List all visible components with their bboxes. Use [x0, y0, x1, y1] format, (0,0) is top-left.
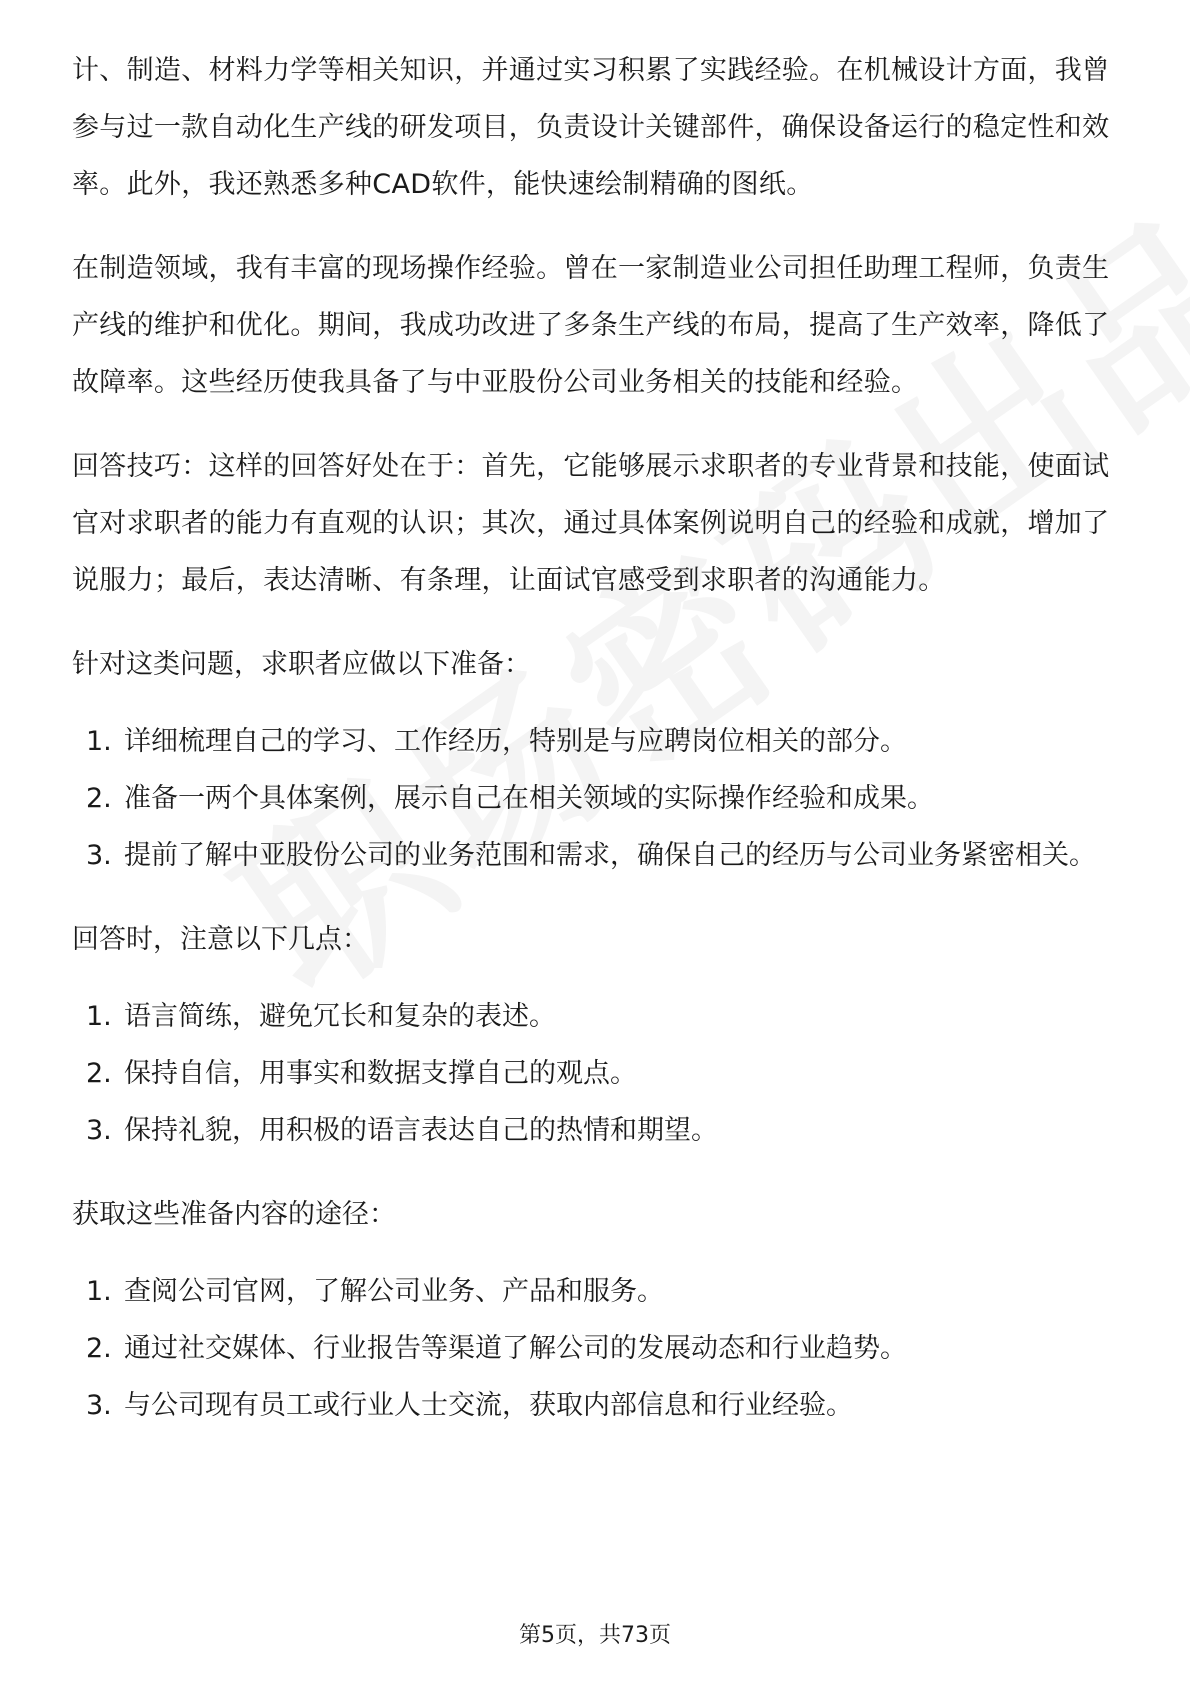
- list-text: 提前了解中亚股份公司的业务范围和需求，确保自己的经历与公司业务紧密相关。: [124, 840, 1096, 871]
- list-item: [72, 1320, 1118, 1377]
- list-item: [72, 713, 1118, 770]
- list-item: [72, 1377, 1118, 1434]
- list-item: [72, 1263, 1118, 1320]
- list-number: 3.: [86, 1390, 112, 1421]
- list-text: 语言简练，避免冗长和复杂的表述。: [124, 1001, 556, 1032]
- list-text: 准备一两个具体案例，展示自己在相关领域的实际操作经验和成果。: [124, 783, 934, 814]
- list-text: 查阅公司官网，了解公司业务、产品和服务。: [124, 1276, 664, 1307]
- list-item: [72, 1045, 1118, 1102]
- list-text: 与公司现有员工或行业人士交流，获取内部信息和行业经验。: [124, 1390, 853, 1421]
- list-item: [72, 988, 1118, 1045]
- paragraph-tips: 回答技巧：这样的回答好处在于：首先，它能够展示求职者的专业背景和技能，使面试官对求职者的能力有直观的认识；其次，通过具体案例说明自己的经验和成就，增加了说服力；最后，表达清晰、有条理，让面试官感受到求职者的沟通能力。: [72, 451, 1110, 596]
- paragraph-design: 计、制造、材料力学等相关知识，并通过实习积累了实践经验。在机械设计方面，我曾参与过一款自动化生产线的研发项目，负责设计关键部件，确保设备运行的稳定性和效率。此外，我还熟悉多种CAD软件，能快速绘制精确的图纸。: [72, 55, 1110, 200]
- list-text: 保持礼貌，用积极的语言表达自己的热情和期望。: [124, 1115, 718, 1146]
- sources-heading: 获取这些准备内容的途径：: [72, 1199, 396, 1230]
- document-page: [72, 42, 1118, 1461]
- attention-list: [72, 988, 1118, 1159]
- list-text: 保持自信，用事实和数据支撑自己的观点。: [124, 1058, 637, 1089]
- list-item: [72, 1102, 1118, 1159]
- prep-list: [72, 713, 1118, 884]
- prep-heading: 针对这类问题，求职者应做以下准备：: [72, 649, 531, 680]
- list-number: 1.: [86, 1276, 112, 1307]
- list-item: [72, 827, 1118, 884]
- list-number: 2.: [86, 1058, 112, 1089]
- sources-list: [72, 1263, 1118, 1434]
- list-number: 1.: [86, 726, 112, 757]
- list-item: [72, 770, 1118, 827]
- list-number: 3.: [86, 1115, 112, 1146]
- list-text: 详细梳理自己的学习、工作经历，特别是与应聘岗位相关的部分。: [124, 726, 907, 757]
- list-text: 通过社交媒体、行业报告等渠道了解公司的发展动态和行业趋势。: [124, 1333, 907, 1364]
- list-number: 2.: [86, 1333, 112, 1364]
- list-number: 2.: [86, 783, 112, 814]
- attention-heading: 回答时，注意以下几点：: [72, 924, 369, 955]
- page-footer: 第5页，共73页: [519, 1623, 671, 1648]
- list-number: 1.: [86, 1001, 112, 1032]
- paragraph-manufacturing: 在制造领域，我有丰富的现场操作经验。曾在一家制造业公司担任助理工程师，负责生产线的维护和优化。期间，我成功改进了多条生产线的布局，提高了生产效率，降低了故障率。这些经历使我具备了与中亚股份公司业务相关的技能和经验。: [72, 253, 1110, 398]
- list-number: 3.: [86, 840, 112, 871]
